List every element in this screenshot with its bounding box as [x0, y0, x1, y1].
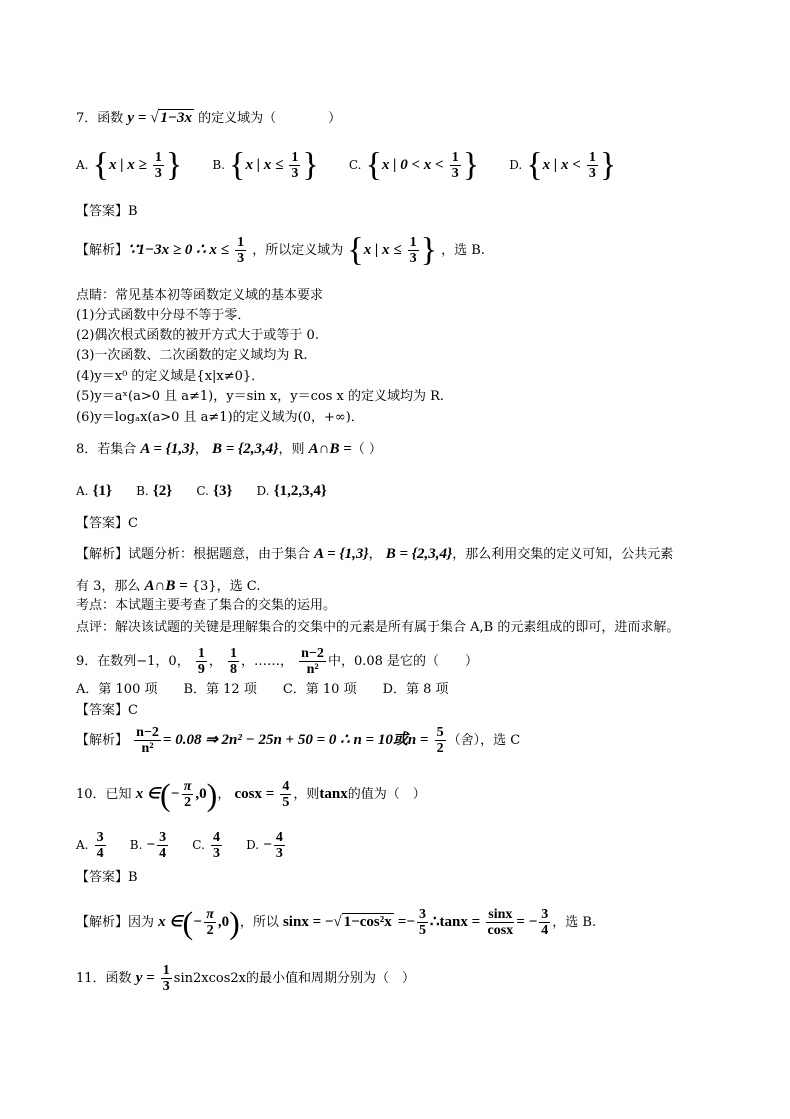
q7-frac-d: $\frac{1}{3}$	[588, 150, 596, 181]
q9-options: A．第 100 项 B．第 12 项 C．第 10 项 D．第 8 项	[76, 682, 449, 697]
q9-analysis-frac-2: $\frac{5}{2}$	[436, 725, 444, 756]
q8-option-c: C. {3}	[196, 483, 233, 499]
q7-note-6: (6)y＝logₐx(a>0 且 a≠1)的定义域为(0，+∞)．	[76, 410, 364, 425]
q7-frac-a: $\frac{1}{3}$	[154, 150, 162, 181]
q10-options	[76, 830, 313, 861]
q10-option-d: D. − $\frac{4}{3}$	[246, 830, 283, 861]
q7-prefix: 7．函数	[76, 111, 124, 126]
q7-frac-c: $\frac{1}{3}$	[451, 150, 459, 181]
q8-analysis-line2: 有 3，那么 A∩B = {3}，选 C.	[76, 578, 261, 594]
q7-frac-b: $\frac{1}{3}$	[291, 150, 299, 181]
q9-analysis: 【解析】 $\frac{n-2}{\text{n²}}$ = 0.08 ⇒ 2n² − 25n + 50 = 0 ∴ n = 10或n = $\frac{5}{2}$ （舍），选 C	[76, 725, 521, 756]
q9-frac-2: $\frac{1}{8}$	[230, 646, 238, 677]
q7-answer: 【答案】B	[76, 204, 138, 219]
q7-option-b: B. {x | x ≤ $\frac{1}{3}$ }	[212, 146, 319, 184]
q7-note-3: (3)一次函数、二次函数的定义域均为 R.	[76, 348, 308, 363]
q8-answer: 【答案】C	[76, 516, 138, 531]
q7-radicand: 1−3x	[160, 110, 192, 126]
q7-options	[76, 146, 642, 184]
q10-analysis: 【解析】因为 x ∈(− $\frac{\pi}{2}$ ,0)，所以 sinx = −√ 1−cos²x =− $\frac{3}{5}$ ∴tanx = $\frac{\sin x}{\cos x}$ = − $\frac{3}{4}$ ，选 B.	[76, 904, 597, 941]
q7-analysis-frac: $\frac{1}{3}$	[237, 235, 245, 266]
q7-option-a: A. {x | x ≥ $\frac{1}{3}$ }	[76, 146, 183, 184]
q7-analysis: 【解析】∵1−3x ≥ 0 ∴ x ≤ $\frac{1}{3}$ ，所以定义域为 {x | x ≤ $\frac{1}{3}$ } ，选 B.	[76, 231, 485, 269]
q8-option-d: D. {1,2,3,4}	[256, 483, 327, 499]
q9-answer: 【答案】C	[76, 703, 138, 718]
q7-option-d: D. {x | x < $\frac{1}{3}$ }	[509, 146, 617, 184]
q9-frac-3: $\frac{n-2}{\text{n²}}$	[301, 646, 324, 677]
q8-options	[76, 483, 353, 500]
q8-stem: 8．若集合 A = {1,3}， B = {2,3,4}，则 A∩B =（ ）	[76, 441, 382, 457]
q10-pi-frac: $\frac{\pi}{2}$	[183, 779, 192, 810]
q7-note-5: (5)y＝aˣ(a>0 且 a≠1)，y＝sin x，y＝cos x 的定义域均为 R.	[76, 389, 445, 404]
q7-suffix: 的定义域为（ ）	[198, 111, 342, 126]
q7-stem	[76, 110, 341, 127]
q11-frac: $\frac{1}{3}$	[162, 963, 170, 994]
q7-func: y = √	[127, 110, 159, 126]
q7-note-2: (2)偶次根式函数的被开方式大于或等于 0.	[76, 328, 319, 343]
q10-answer: 【答案】B	[76, 870, 138, 885]
q7-option-c: C. {x | 0 < x < $\frac{1}{3}$ }	[348, 146, 480, 184]
q8-kaodian: 考点：本试题主要考查了集合的交集的运用。	[76, 598, 337, 613]
q10-option-b: B. − $\frac{3}{4}$	[129, 830, 167, 861]
q9-analysis-frac: $\frac{n-2}{\text{n²}}$	[136, 725, 159, 756]
q7-note-title: 点睛：常见基本初等函数定义域的基本要求	[76, 288, 324, 303]
q9-stem: 9．在数列−1，0， $\frac{1}{9}$ ， $\frac{1}{8}$ ，……， $\frac{n-2}{\text{n²}}$ 中，0.08 是它的（ ）	[76, 646, 479, 677]
q7-note-4: (4)y＝x⁰ 的定义域是{x|x≠0}．	[76, 369, 265, 384]
q7-analysis-set-frac: $\frac{1}{3}$	[409, 235, 417, 266]
q9-frac-1: $\frac{1}{9}$	[197, 646, 205, 677]
q8-option-a: A. {1}	[76, 483, 112, 499]
q8-option-b: B. {2}	[136, 483, 173, 499]
q10-stem: 10．已知 x ∈(− $\frac{\pi}{2}$ ,0)， cosx = $\frac{4}{5}$ ，则tanx的值为（ ）	[76, 776, 426, 813]
q7-note-1: (1)分式函数中分母不等于零．	[76, 308, 251, 323]
q10-option-a: A. $\frac{3}{4}$	[76, 830, 104, 861]
q11-stem: 11．函数 y = $\frac{1}{3}$ sin2xcos2x的最小值和周期分别为（ ）	[76, 963, 415, 994]
q10-option-c: C. $\frac{4}{3}$	[192, 830, 220, 861]
q8-analysis: 【解析】试题分析：根据题意，由于集合 A = {1,3}， B = {2,3,4}，那么利用交集的定义可知，公共元素	[76, 546, 674, 562]
q10-cos-frac: $\frac{4}{5}$	[282, 779, 290, 810]
q8-dianping: 点评：解决该试题的关键是理解集合的交集中的元素是所有属于集合 A,B 的元素组成的即可，进而求解。	[76, 620, 680, 635]
